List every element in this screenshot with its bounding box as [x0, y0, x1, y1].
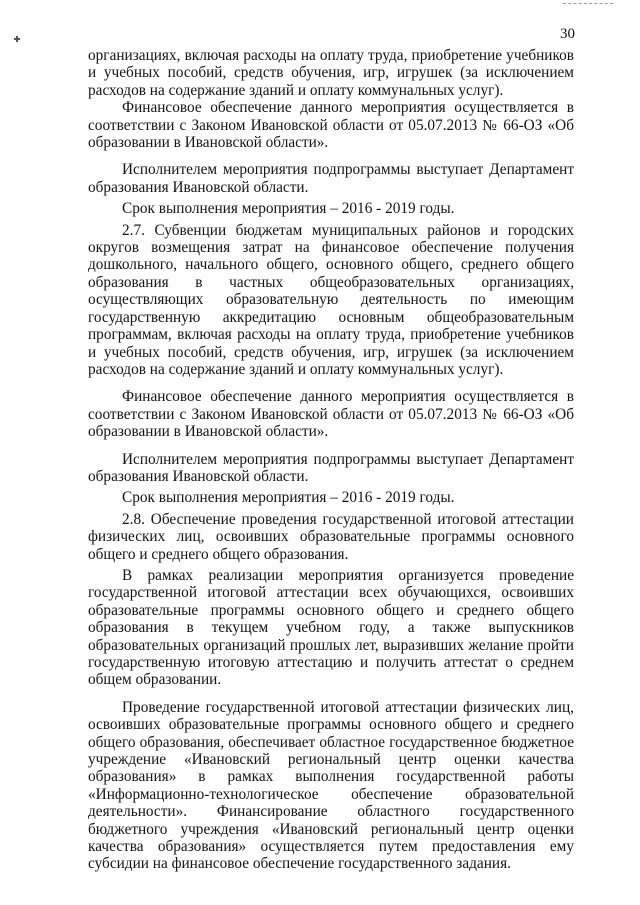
document-body: [88, 47, 574, 873]
paragraph-financing: Финансовое обеспечение данного мероприятия осуществляется в соответствии с Законом Ивановской области от 05.07.2013 № 66-ОЗ «Об образовании в Ивановской области».: [88, 388, 574, 441]
paragraph-section-2-8: 2.8. Обеспечение проведения государственной итоговой аттестации физических лиц, освоивших образовательные программы основного общего и среднего общего образования.: [88, 510, 574, 563]
paragraph-term: Срок выполнения мероприятия – 2016 - 2019 годы.: [122, 200, 455, 218]
paragraph-attestation: В рамках реализации мероприятия организуется проведение государственной итоговой аттестации всех обучающихся, освоивших образовательные программы основного общего и среднего общего образования в текущем учебном году, а также выпускников образовательных организаций прошлых лет, выразивших желание пройти государственную итоговую аттестацию и получить аттестат о среднем общем образовании.: [88, 566, 574, 689]
paragraph-executor: Исполнителем мероприятия подпрограммы выступает Департамент образования Ивановской области.: [88, 450, 574, 485]
scan-corner-mark: [14, 36, 20, 42]
paragraph-executor: Исполнителем мероприятия подпрограммы выступает Департамент образования Ивановской области.: [88, 161, 574, 196]
scan-dash-mark: [563, 3, 613, 4]
paragraph-term: Срок выполнения мероприятия – 2016 - 2019 годы.: [122, 489, 455, 507]
page-number: 30: [560, 26, 575, 42]
paragraph-financing: Финансовое обеспечение данного мероприятия осуществляется в соответствии с Законом Ивановской области от 05.07.2013 № 66-ОЗ «Об образовании в Ивановской области».: [88, 99, 574, 152]
paragraph-attestation-provider: Проведение государственной итоговой аттестации физических лиц, освоивших образовательные программы основного общего и среднего общего образования, обеспечивает областное государственное бюджетное учреждение «Ивановский региональный центр оценки качества образования» в рамках выполнения государственной работы «Информационно-технологическое обеспечение образовательной деятельности». Финансирование областного государственного бюджетного учреждения «Ивановский региональный центр оценки качества образования» осуществляется путем предоставления ему субсидии на финансовое обеспечение государственного задания.: [88, 698, 574, 873]
paragraph-continuation: организациях, включая расходы на оплату труда, приобретение учебников и учебных пособий, средств обучения, игр, игрушек (за исключением расходов на содержание зданий и оплату коммунальных услуг).: [88, 47, 574, 99]
paragraph-section-2-7: 2.7. Субвенции бюджетам муниципальных районов и городских округов возмещения затрат на финансовое обеспечение получения дошкольного, начального общего, основного общего, среднего общего образования в частных общеобразовательных организациях, осуществляющих образовательную деятельность по имеющим государственную аккредитацию основным общеобразовательным программам, включая расходы на оплату труда, приобретение учебников и учебных пособий, средств обучения, игр, игрушек (за исключением расходов на содержание зданий и оплату коммунальных услуг).: [88, 221, 574, 378]
